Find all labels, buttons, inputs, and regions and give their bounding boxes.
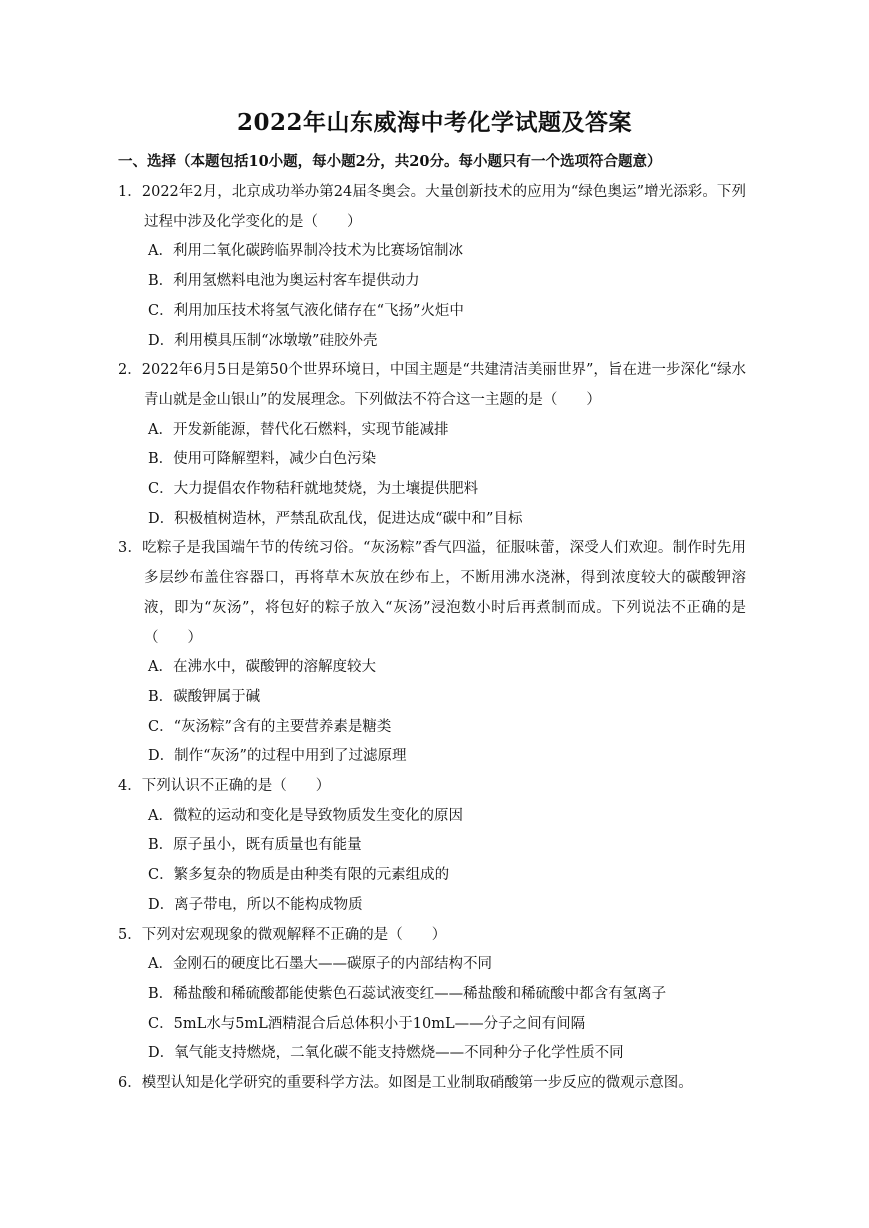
question-list xyxy=(118,178,746,1099)
question-5 xyxy=(118,921,746,1070)
question-stem: 3．吃粽子是我国端午节的传统习俗。“灰汤粽”香气四溢，征服味蕾，深受人们欢迎。制作时先用多层纱布盖住容器口，再将草木灰放在纱布上，不断用沸水浇淋，得到浓度较大的碳酸钾溶液，即为“灰汤”，将包好的粽子放入“灰汤”浸泡数小时后再煮制而成。下列说法不正确的是（ ） xyxy=(118,540,746,646)
answer-option: B．使用可降解塑料，减少白色污染 xyxy=(148,451,377,468)
answer-option: B．利用氢燃料电池为奥运村客车提供动力 xyxy=(148,273,420,290)
answer-option: D．氧气能支持燃烧，二氧化碳不能支持燃烧——不同种分子化学性质不同 xyxy=(148,1045,624,1062)
question-stem: 5．下列对宏观现象的微观解释不正确的是（ ） xyxy=(118,926,447,943)
question-stem: 6．模型认知是化学研究的重要科学方法。如图是工业制取硝酸第一步反应的微观示意图。 xyxy=(118,1075,693,1092)
question-6 xyxy=(118,1069,746,1099)
answer-option: B．原子虽小，既有质量也有能量 xyxy=(148,837,362,854)
question-stem: 2．2022年6月5日是第50个世界环境日，中国主题是“共建清洁美丽世界”，旨在进一步深化“绿水青山就是金山银山”的发展理念。下列做法不符合这一主题的是（ ） xyxy=(118,362,746,408)
question-3 xyxy=(118,534,746,772)
answer-option: A．在沸水中，碳酸钾的溶解度较大 xyxy=(148,659,376,676)
answer-option: C．利用加压技术将氢气液化储存在“飞扬”火炬中 xyxy=(148,302,464,319)
question-4 xyxy=(118,772,746,921)
answer-option: A．开发新能源，替代化石燃料，实现节能减排 xyxy=(148,421,449,438)
answer-option: D．利用模具压制“冰墩墩”硅胶外壳 xyxy=(148,332,378,349)
question-stem: 4．下列认识不正确的是（ ） xyxy=(118,778,331,795)
question-1 xyxy=(118,178,746,356)
answer-option: D．积极植树造林，严禁乱砍乱伐，促进达成“碳中和”目标 xyxy=(148,510,523,527)
section-heading: 一、选择（本题包括10小题，每小题2分，共20分。每小题只有一个选项符合题意） xyxy=(118,153,662,170)
answer-option: C．“灰汤粽”含有的主要营养素是糖类 xyxy=(148,718,392,735)
answer-option: C．5mL水与5mL酒精混合后总体积小于10mL——分子之间有间隔 xyxy=(148,1015,586,1032)
answer-option: A．金刚石的硬度比石墨大——碳原子的内部结构不同 xyxy=(148,956,492,973)
question-stem: 1．2022年2月，北京成功举办第24届冬奥会。大量创新技术的应用为“绿色奥运”增光添彩。下列过程中涉及化学变化的是（ ） xyxy=(118,184,747,230)
answer-option: D．离子带电，所以不能构成物质 xyxy=(148,896,363,913)
document-title: 2022年山东威海中考化学试题及答案 xyxy=(236,109,632,136)
answer-option: A．利用二氧化碳跨临界制冷技术为比赛场馆制冰 xyxy=(148,243,463,260)
answer-option: B．稀盐酸和稀硫酸都能使紫色石蕊试液变红——稀盐酸和稀硫酸中都含有氢离子 xyxy=(148,985,667,1002)
answer-option: C．大力提倡农作物秸秆就地焚烧，为土壤提供肥料 xyxy=(148,481,479,498)
answer-option: C．繁多复杂的物质是由种类有限的元素组成的 xyxy=(148,867,450,884)
question-2 xyxy=(118,356,746,534)
answer-option: B．碳酸钾属于碱 xyxy=(148,688,261,705)
answer-option: A．微粒的运动和变化是导致物质发生变化的原因 xyxy=(148,807,463,824)
answer-option: D．制作“灰汤”的过程中用到了过滤原理 xyxy=(148,748,407,765)
